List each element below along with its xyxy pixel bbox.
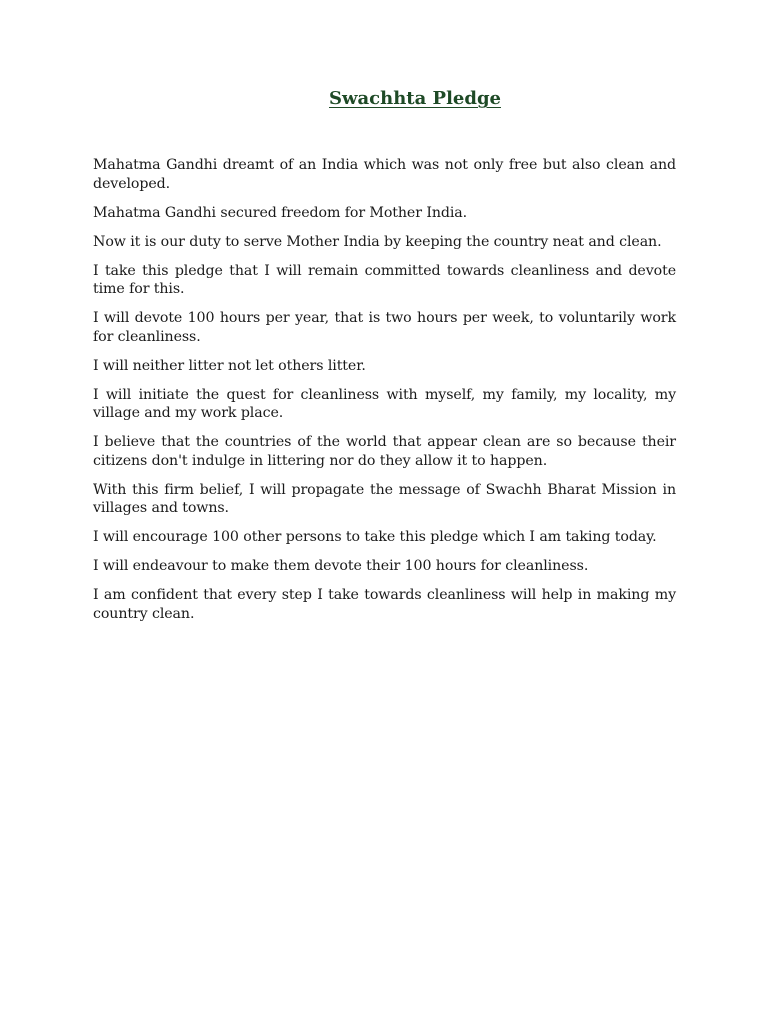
pledge-paragraph-4: I take this pledge that I will remain committed towards cleanliness and devote time for this. [93, 262, 676, 297]
pledge-paragraph-12: I am confident that every step I take towards cleanliness will help in making my country clean. [93, 587, 676, 622]
pledge-paragraph-6: I will neither litter not let others litter. [93, 357, 366, 374]
document-title: Swachhta Pledge [329, 88, 501, 109]
pledge-paragraph-3: Now it is our duty to serve Mother India by keeping the country neat and clean. [93, 233, 662, 250]
document-body [93, 156, 676, 634]
pledge-paragraph-2: Mahatma Gandhi secured freedom for Mother India. [93, 204, 468, 221]
pledge-paragraph-11: I will endeavour to make them devote their 100 hours for cleanliness. [93, 558, 589, 574]
pledge-paragraph-9: With this firm belief, I will propagate the message of Swachh Bharat Mission in villages and towns. [93, 481, 676, 516]
pledge-paragraph-7: I will initiate the quest for cleanliness with myself, my family, my locality, my village and my work place. [93, 386, 676, 421]
pledge-paragraph-10: I will encourage 100 other persons to take this pledge which I am taking today. [93, 529, 657, 545]
pledge-paragraph-8: I believe that the countries of the world that appear clean are so because their citizens don't indulge in littering nor do they allow it to happen. [93, 434, 676, 469]
pledge-paragraph-5: I will devote 100 hours per year, that is two hours per week, to voluntarily work for cleanliness. [93, 310, 676, 345]
pledge-paragraph-1: Mahatma Gandhi dreamt of an India which was not only free but also clean and developed. [93, 157, 676, 192]
